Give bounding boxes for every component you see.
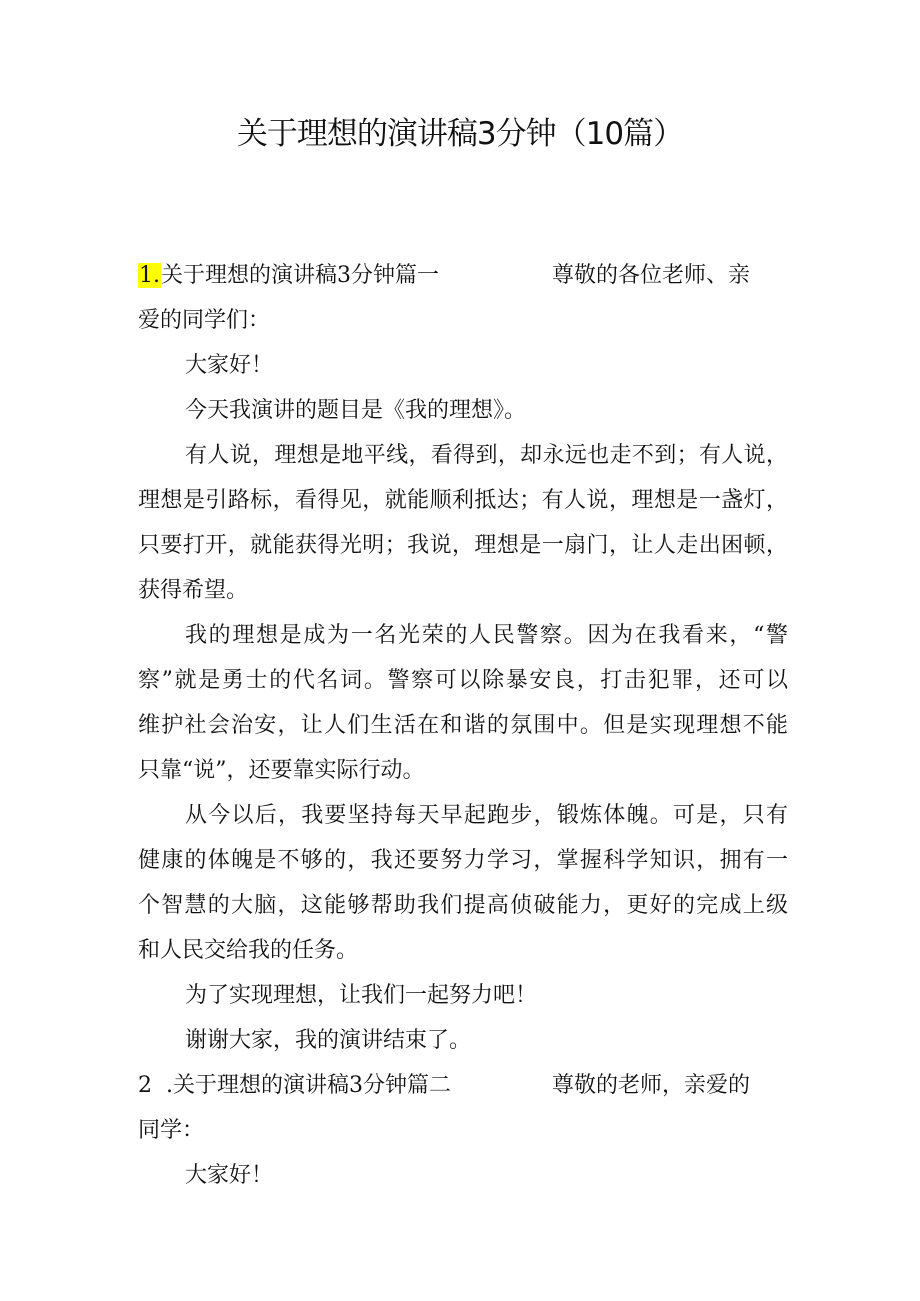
section-1-paragraph-4-line — [138, 883, 788, 928]
paragraph-text: 只要打开，就能获得光明；我说，理想是一扇门，让人走出困顿， — [138, 533, 788, 558]
paragraph-text: 获得希望。 — [138, 578, 249, 603]
paragraph-text: 察”就是勇士的代名词。警察可以除暴安良，打击犯罪，还可以 — [138, 668, 788, 693]
section-1-paragraph-2-line — [138, 478, 788, 523]
paragraph-text: 和人民交给我的任务。 — [138, 938, 359, 963]
section-1-heading — [138, 253, 788, 298]
section-2-number: 2 — [138, 1073, 152, 1098]
section-1-greeting: 大家好！ — [185, 353, 274, 378]
document-body — [138, 253, 788, 1198]
section-1-salutation: 尊敬的各位老师、亲 — [552, 263, 751, 288]
paragraph-text: 只靠“说”，还要靠实际行动。 — [138, 758, 425, 783]
section-1-paragraph-3-line — [138, 658, 788, 703]
section-1-paragraph-4-line — [138, 838, 788, 883]
section-1-paragraph-3-line — [138, 748, 788, 793]
section-1-paragraph-5: 为了实现理想，让我们一起努力吧！ — [185, 983, 538, 1008]
section-1-paragraph-4-line — [138, 928, 788, 973]
paragraph-text: 健康的体魄是不够的，我还要努力学习，掌握科学知识，拥有一 — [138, 848, 788, 873]
section-1-paragraph-4-line — [138, 793, 788, 838]
paragraph-text: 理想是引路标，看得见，就能顺利抵达；有人说，理想是一盏灯， — [138, 488, 788, 513]
section-2-greeting: 大家好！ — [185, 1163, 274, 1188]
paragraph-text: 维护社会治安，让人们生活在和谐的氛围中。但是实现理想不能 — [138, 713, 788, 738]
section-1-paragraph-6: 谢谢大家，我的演讲结束了。 — [185, 1028, 472, 1053]
section-2-title: .关于理想的演讲稿3分钟篇二 — [166, 1073, 451, 1098]
section-2-heading — [138, 1063, 788, 1108]
section-2-salutation: 尊敬的老师，亲爱的 — [552, 1073, 751, 1098]
section-1-paragraph-2-line — [138, 523, 788, 568]
paragraph-text: 有人说，理想是地平线，看得到，却永远也走不到；有人说， — [185, 443, 788, 468]
section-1-paragraph-3-line — [138, 613, 788, 658]
section-1-salutation-continued: 爱的同学们： — [138, 308, 271, 333]
section-1-paragraph-3-line — [138, 703, 788, 748]
section-1-title: 关于理想的演讲稿3分钟篇一 — [161, 263, 439, 288]
paragraph-text: 从今以后，我要坚持每天早起跑步，锻炼体魄。可是，只有 — [185, 803, 788, 828]
section-1-paragraph-2-line — [138, 568, 788, 613]
section-1-paragraph-2-line — [138, 433, 788, 478]
section-1-paragraph-1: 今天我演讲的题目是《我的理想》。 — [185, 398, 527, 423]
paragraph-text: 我的理想是成为一名光荣的人民警察。因为在我看来，“警 — [185, 623, 788, 648]
document-title: 关于理想的演讲稿3分钟（10篇） — [236, 116, 684, 152]
paragraph-text: 个智慧的大脑，这能够帮助我们提高侦破能力，更好的完成上级 — [138, 893, 788, 918]
section-1-number: 1. — [139, 263, 160, 288]
section-2-salutation-continued: 同学： — [138, 1118, 205, 1143]
